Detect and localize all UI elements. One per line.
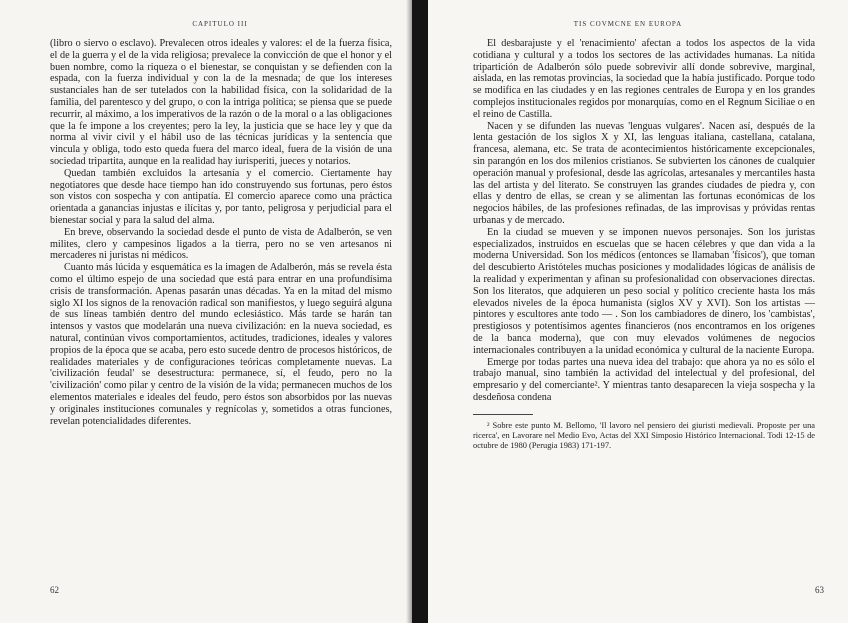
footnote: ² Sobre este punto M. Bellomo, 'Il lavoro nel pensiero dei giuristi medievali. Proposte per una ricerca', en Lavorare nel Medio Evo, Actas del XXI Simposio Histórico Internacional. Todi 12-15 de octubre de 1980 (Perugia 1983) 171-197. bbox=[473, 420, 815, 450]
left-page-body bbox=[50, 38, 392, 427]
right-page bbox=[428, 0, 848, 623]
paragraph: Quedan también excluidos la artesanía y el comercio. Ciertamente hay negotiatores que desde hace tiempo han ido construyendo sus fortunas, pero éstos son vistos con sospecha y con antipatía. El comercio aparece como una práctica orientada a ganancias injustas e ilícitas y, por tanto, peligrosa y perjudicial para el bienestar social y para la salud del alma. bbox=[50, 167, 392, 226]
book-gutter bbox=[412, 0, 428, 623]
running-head-left: CAPITULO III bbox=[192, 20, 248, 28]
page-number-left: 62 bbox=[50, 585, 59, 595]
paragraph: El desbarajuste y el 'renacimiento' afectan a todos los aspectos de la vida cotidiana y cultural y a todos los sectores de las actividades humanas. La nítida tripartición de Adalberón sólo puede sobrevivir allí donde sobrevive, marginal, aislada, en las remotas provincias, la sociedad que la había justificado. Porque todo se modifica en las ciudades y en las regiones centrales de Europa y en los grandes complejos institucionales regidos por monarquías, como en el Regnum Siciliae o en el reino de Castilla. bbox=[473, 38, 815, 120]
paragraph: Nacen y se difunden las nuevas 'lenguas vulgares'. Nacen así, después de la lenta gestación de los siglos X y XI, las lenguas italiana, castellana, catalana, francesa, alemana, etc. Se trata de acontecimientos históricamente excepcionales, sin parangón en los dos milenios cristianos. Se subvierten los cánones de cualquier operación manual y profesional, desde las agrícolas, artesanales y mercantiles hasta las del artista y del literato. Se construyen las grandes ciudades de piedra y, con ellas y dentro de ellas, se crean y se alimentan las fortunas económicas de los negocios hábiles, de las profesiones refinadas, de las improvisas y próvidas rentas urbanas y de mercado. bbox=[473, 120, 815, 226]
paragraph: En la ciudad se mueven y se imponen nuevos personajes. Son los juristas especializados, instruidos en escuelas que se hacen célebres y que dan vida a la moderna Universidad. Son los médicos (entonces se llamaban 'físicos'), que toman del descubierto Aristóteles muchas posiciones y modalidades lógicas de análisis de la realidad y experimentan y afinan su profesionalidad con observaciones directas. Son los literatos, que adquieren un peso social y político creciente hasta los más elevados niveles de la época humanista (siglos XV y XVI). Son los artistas — pintores y escultores ante todo — . Son los cambiadores de dinero, los 'cambistas', prestigiosos y potentísimos agentes financieros (nos encontramos en los orígenes de la banca moderna), que con muy elevados volúmenes de negocios internacionales contribuyen a la unidad económica y cultural de la naciente Europa. bbox=[473, 226, 815, 356]
paragraph: En breve, observando la sociedad desde el punto de vista de Adalberón, se ven milites, clero y campesinos ligados a la tierra, pero no se ven artesanos ni mercaderes ni juristas ni médicos. bbox=[50, 226, 392, 262]
paragraph: (libro o siervo o esclavo). Prevalecen otros ideales y valores: el de la fuerza física, el de la guerra y el de la vida religiosa; prevalece la convicción de que el honor y el buen nombre, como la riqueza o el bienestar, se conquistan y se defienden con la espada, con la fuerza individual y con la de la mesnada; de que los intereses sustanciales han de ser tutelados con la habilidad física, con la solidaridad de la familia, del parentesco y del grupo, o con la intriga política; se piensa que se puede recurrir, al máximo, a los imperativos de la razón o de la moral o a las obligaciones que la fe impone a los creyentes; pero la ley, la justicia que se hace ley y que da norma al vivir civil y el hábil uso de las técnicas jurídicas y la sentencia que vincula y obliga, todo esto queda fuera del marco ideal, fuera de la visión de una sociedad tripartita, aunque en la realidad hay iurisperiti, jueces y notarios. bbox=[50, 38, 392, 167]
right-page-body bbox=[473, 38, 815, 451]
paragraph: Cuanto más lúcida y esquemática es la imagen de Adalberón, más se revela ésta como el último espejo de una sociedad que está para entrar en una profundísima crisis de transformación. Apenas pasarán unas décadas. Ya en la mitad del mismo siglo XI los signos de la renovación radical son manifiestos, y luego seguirá alguna de sus líneas también dentro del mundo eclesiástico. Más tarde se harán tan intensos y vastos que modelarán una nueva civilización: en la nueva sociedad, es natural, continúan vivos comportamientos, actitudes, tradiciones, ideales y valores propios de la época que se acaba, pero esto sucede dentro de procesos históricos, de realidades materiales y de configuraciones teóricas completamente nuevas. La 'civilización feudal' se desestructura: permanece, sí, el feudo, pero no la 'civilización' como pilar y centro de la visión de la vida; permanecen muchos de los elementos materiales e ideales del feudo, pero éstos son absorbidos por las nuevas y originales instituciones comunales y regnícolas y, sometidos a otras funciones, revelan potencialidades diferentes. bbox=[50, 262, 392, 427]
running-head-right: TIS COVMCNE EN EUROPA bbox=[573, 20, 683, 28]
left-page bbox=[0, 0, 412, 623]
paragraph: Emerge por todas partes una nueva idea del trabajo: que ahora ya no es sólo el trabajo manual, sino también la actividad del intelectual y del profesional, del empresario y del comerciante². Y mientras tanto desaparecen la vieja sospecha y la desdeñosa condena bbox=[473, 356, 815, 403]
page-number-right: 63 bbox=[815, 585, 824, 595]
footnote-rule bbox=[473, 414, 533, 415]
